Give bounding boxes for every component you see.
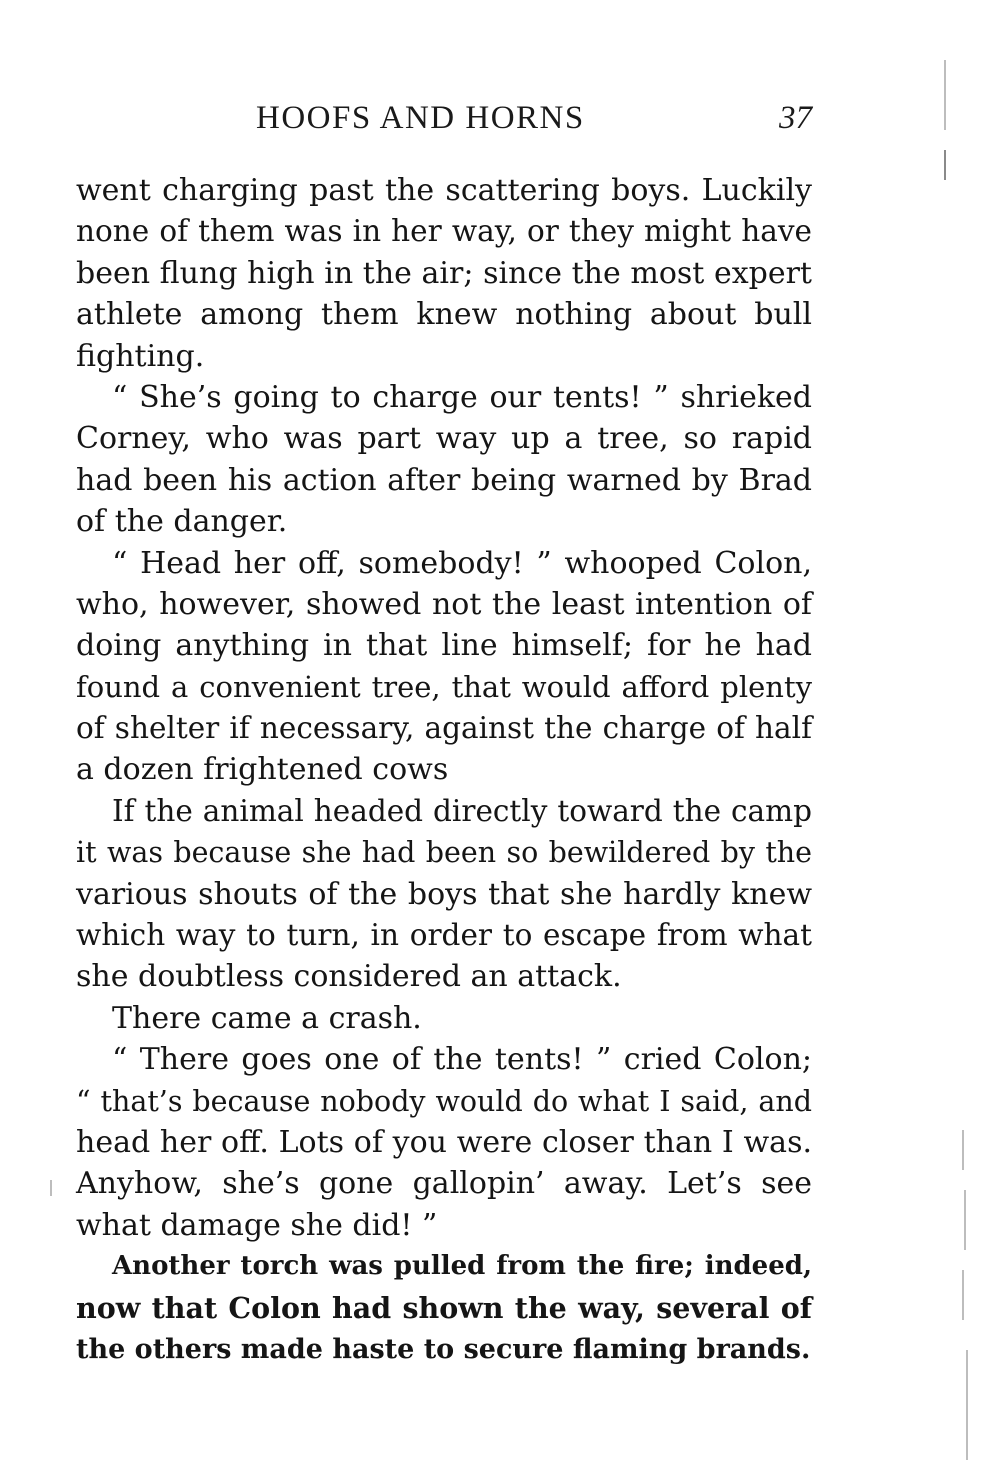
text-line: various shouts of the boys that she hardly knew [76, 876, 812, 912]
text-line: went charging past the scattering boys. Luckily [76, 173, 812, 208]
text-line: the others made haste to secure flaming brands. [76, 1333, 811, 1365]
text-line: head her off. Lots of you were closer than I was. [76, 1124, 812, 1160]
scan-speck [944, 60, 946, 130]
text-line: “ that’s because nobody would do what I said, and [76, 1084, 812, 1118]
text-line: Another torch was pulled from the fire; indeed, [112, 1251, 812, 1282]
text-line: There came a crash. [112, 1000, 422, 1036]
text-line: athlete among them knew nothing about bull [76, 297, 812, 333]
scan-speck [964, 1190, 966, 1250]
text-line: now that Colon had shown the way, several of [76, 1290, 812, 1325]
text-line: she doubtless considered an attack. [76, 959, 622, 995]
scan-speck [944, 150, 946, 180]
text-line: it was because she had been so bewildered by the [76, 836, 812, 870]
text-line: who, however, showed not the least intention of [76, 586, 812, 622]
text-line: “ There goes one of the tents! ” cried Colon; [112, 1042, 812, 1078]
text-line: had been his action after being warned by Brad [76, 462, 812, 498]
text-line: of shelter if necessary, against the charge of half [76, 711, 812, 746]
text-line: a dozen frightened cows [76, 752, 449, 788]
text-line: been flung high in the air; since the most expert [76, 255, 812, 291]
text-line: doing anything in that line himself; for he had [76, 628, 812, 664]
text-line: “ Head her off, somebody! ” whooped Colon, [112, 545, 812, 581]
text-line: Corney, who was part way up a tree, so rapid [76, 421, 812, 457]
scan-speck [962, 1130, 964, 1170]
text-line: fighting. [76, 338, 205, 374]
text-line: of the danger. [76, 504, 288, 540]
body-text [76, 170, 812, 1370]
running-head [76, 100, 812, 146]
text-line: If the animal headed directly toward the camp [112, 793, 812, 828]
text-line: “ She’s going to charge our tents! ” shrieked [112, 379, 812, 415]
scan-speck [962, 1270, 964, 1320]
running-title: HOOFS AND HORNS [256, 100, 585, 136]
text-line: found a convenient tree, that would afford plenty [76, 669, 812, 704]
text-line: Anyhow, she’s gone gallopin’ away. Let’s see [76, 1166, 812, 1202]
page-number: 37 [779, 100, 812, 136]
text-line: which way to turn, in order to escape from what [76, 918, 812, 953]
scan-speck [50, 1180, 52, 1196]
text-line: none of them was in her way, or they might have [76, 214, 812, 249]
scan-speck [966, 1350, 968, 1460]
text-line: what damage she did! ” [76, 1207, 438, 1243]
